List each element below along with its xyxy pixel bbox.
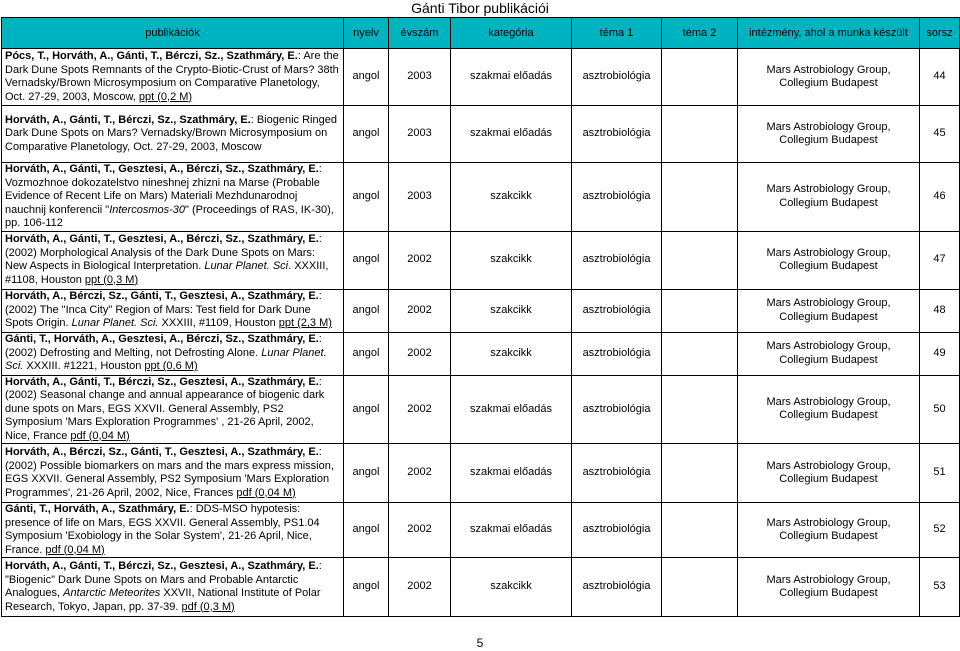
year-cell: 2002: [389, 289, 451, 332]
publication-cell: [2, 332, 344, 375]
category-cell: szakcikk: [451, 163, 572, 232]
institution-cell: Mars Astrobiology Group, Collegium Budapest: [738, 444, 920, 503]
table-row: [2, 503, 960, 558]
citation-text: : (2002) The "Inca City" Region of Mars: Test field for Dark Dune Spots Origin.: [5, 290, 322, 330]
table-header-row: [2, 18, 960, 49]
col-header-topic-2: téma 2: [662, 18, 738, 49]
language-cell: angol: [344, 106, 389, 163]
topic-1-cell: asztrobiológia: [572, 444, 662, 503]
institution-cell: Mars Astrobiology Group, Collegium Budapest: [738, 106, 920, 163]
table-row: [2, 289, 960, 332]
col-header-serial-number: sorsz: [920, 18, 960, 49]
serial-number-cell: 44: [920, 49, 960, 106]
citation-text: : (2002) Morphological Analysis of the Dark Dune Spots on Mars: New Aspects in Biological Interpretation.: [5, 233, 322, 272]
institution-cell: Mars Astrobiology Group, Collegium Budapest: [738, 375, 920, 444]
authors: Pócs, T., Horváth, A., Gánti, T., Bérczi, Sz., Szathmáry, E.: [5, 50, 298, 62]
category-cell: szakcikk: [451, 332, 572, 375]
topic-1-cell: asztrobiológia: [572, 558, 662, 617]
topic-2-cell: [662, 289, 738, 332]
institution-cell: Mars Astrobiology Group, Collegium Budapest: [738, 332, 920, 375]
topic-2-cell: [662, 106, 738, 163]
citation-text: : DDS-MSO hypotesis: presence of life on Mars, EGS XXVII. General Assembly, PS1.04 Symposium 'Exobiology in the Solar System', 21-26 April, Nice, France.: [5, 503, 320, 556]
topic-2-cell: [662, 444, 738, 503]
category-cell: szakcikk: [451, 231, 572, 289]
publication-cell: [2, 558, 344, 617]
file-link[interactable]: ppt (0,3 M): [84, 273, 139, 286]
category-cell: szakmai előadás: [451, 375, 572, 444]
year-cell: 2002: [389, 444, 451, 503]
serial-number-cell: 53: [920, 558, 960, 617]
table-row: [2, 444, 960, 503]
serial-number-cell: 52: [920, 503, 960, 558]
authors: Horváth, A., Bérczi, Sz., Gánti, T., Gesztesi, A., Szathmáry, E.: [5, 446, 319, 458]
serial-number-cell: 51: [920, 444, 960, 503]
category-cell: szakmai előadás: [451, 49, 572, 106]
publication-cell: [2, 375, 344, 444]
publication-cell: [2, 49, 344, 106]
institution-cell: Mars Astrobiology Group, Collegium Budapest: [738, 231, 920, 289]
table-row: [2, 231, 960, 289]
col-header-topic-1: téma 1: [572, 18, 662, 49]
serial-number-cell: 45: [920, 106, 960, 163]
authors: Horváth, A., Bérczi, Sz., Gánti, T., Gesztesi, A., Szathmáry, E.: [5, 290, 319, 303]
authors: Horváth, A., Gánti, T., Bérczi, Sz., Gesztesi, A., Szathmáry, E.: [5, 375, 319, 388]
citation-text: : (2002) Possible biomarkers on mars and the mars express mission, EGS XXVII. General Assembly, PS2 Symposium 'Mars Exploration Programmes', 21-26 April, 2002, Nice, Frances: [5, 446, 334, 499]
col-header-year: évszám: [389, 18, 451, 49]
citation-italic: Lunar Planet. Sci: [204, 260, 289, 272]
citation-text-2: " (Proceedings of RAS, IK-30), pp. 106-112: [5, 203, 334, 229]
year-cell: 2002: [389, 231, 451, 289]
institution-cell: Mars Astrobiology Group, Collegium Budapest: [738, 49, 920, 106]
authors: Gánti, T., Horváth, A., Gesztesi, A., Bérczi, Sz., Szathmáry, E.: [5, 333, 319, 346]
topic-1-cell: asztrobiológia: [572, 163, 662, 232]
language-cell: angol: [344, 231, 389, 289]
authors: Gánti, T., Horváth, A., Szathmáry, E.: [5, 503, 190, 515]
topic-2-cell: [662, 49, 738, 106]
authors: Horváth, A., Gánti, T., Gesztesi, A., Bérczi, Sz., Szathmáry, E.: [5, 163, 319, 175]
citation-italic: Intercosmos-30: [109, 203, 186, 216]
table-row: [2, 163, 960, 232]
year-cell: 2003: [389, 163, 451, 232]
language-cell: angol: [344, 289, 389, 332]
publication-cell: [2, 106, 344, 163]
col-header-category: kategória: [451, 18, 572, 49]
col-header-language: nyelv: [344, 18, 389, 49]
citation-text: : Biogenic Ringed Dark Dune Spots on Mars? Vernadsky/Brown Microsymposium on Comparative Planetology, Oct. 27-29, 2003, Moscow: [5, 113, 337, 153]
year-cell: 2002: [389, 558, 451, 617]
serial-number-cell: 47: [920, 231, 960, 289]
year-cell: 2003: [389, 49, 451, 106]
citation-text: : "Biogenic" Dark Dune Spots on Mars and Probable Antarctic Analogues,: [5, 560, 322, 599]
topic-1-cell: asztrobiológia: [572, 503, 662, 558]
topic-1-cell: asztrobiológia: [572, 375, 662, 444]
publications-table: [1, 17, 960, 617]
publication-cell: [2, 231, 344, 289]
language-cell: angol: [344, 558, 389, 617]
publication-cell: [2, 444, 344, 503]
citation-italic: Antarctic Meteorites: [63, 587, 161, 599]
topic-2-cell: [662, 231, 738, 289]
serial-number-cell: 46: [920, 163, 960, 232]
authors: Horváth, A., Gánti, T., Bérczi, Sz., Gesztesi, A., Szathmáry, E.: [5, 560, 319, 572]
language-cell: angol: [344, 49, 389, 106]
topic-2-cell: [662, 503, 738, 558]
citation-text: : Are the Dark Dune Spots Remnants of the Crypto-Biotic-Crust of Mars? 38th Vernadsky/Brown Microsymposium on Comparative Planetology, Oct. 27-29, 2003, Moscow,: [5, 50, 339, 103]
language-cell: angol: [344, 503, 389, 558]
file-link[interactable]: ppt (0,2 M): [138, 90, 193, 103]
citation-text-2: XXVII, National Institute of Polar Research, Tokyo, Japan, pp. 37-39.: [5, 587, 321, 613]
topic-2-cell: [662, 558, 738, 617]
table-row: [2, 332, 960, 375]
citation-italic: Lunar Planet. Sci.: [5, 346, 327, 373]
citation-italic: Lunar Planet. Sci.: [71, 317, 159, 330]
category-cell: szakmai előadás: [451, 106, 572, 163]
language-cell: angol: [344, 332, 389, 375]
citation-text-2: XXXIII. #1221, Houston: [23, 360, 145, 373]
file-link[interactable]: pdf (0,3 M): [181, 600, 235, 613]
category-cell: szakmai előadás: [451, 503, 572, 558]
authors: Horváth, A., Gánti, T., Gesztesi, A., Bérczi, Sz., Szathmáry, E.: [5, 233, 319, 245]
serial-number-cell: 50: [920, 375, 960, 444]
topic-2-cell: [662, 163, 738, 232]
table-row: [2, 49, 960, 106]
language-cell: angol: [344, 444, 389, 503]
table-row: [2, 375, 960, 444]
category-cell: szakmai előadás: [451, 444, 572, 503]
institution-cell: Mars Astrobiology Group, Collegium Budapest: [738, 503, 920, 558]
category-cell: szakcikk: [451, 558, 572, 617]
year-cell: 2002: [389, 332, 451, 375]
year-cell: 2003: [389, 106, 451, 163]
table-row: [2, 558, 960, 617]
citation-text: : (2002) Seasonal change and annual appearance of biogenic dark dune spots on Mars, EGS XXVII. General Assembly, PS2 Symposium 'Mars Exploration Programmes' , 21-26 April, 2002, Nice, France: [5, 375, 325, 442]
topic-1-cell: asztrobiológia: [572, 289, 662, 332]
institution-cell: Mars Astrobiology Group, Collegium Budapest: [738, 558, 920, 617]
col-header-institution: intézmény, ahol a munka készült: [738, 18, 920, 49]
table-row: [2, 106, 960, 163]
col-header-publications: publikációk: [2, 18, 344, 49]
language-cell: angol: [344, 163, 389, 232]
file-link[interactable]: pdf (0,04 M): [70, 429, 130, 442]
topic-2-cell: [662, 332, 738, 375]
citation-text-2: XXXIII, #1109, Houston: [158, 317, 279, 330]
file-link[interactable]: ppt (0,6 M): [144, 360, 198, 373]
citation-text: : Vozmozhnoe dokozatelstvo nineshnej zhizni na Marse (Probable Evidence of Recent Life on Mars) Materiali Mezhdunarodnoj nauchnij konferencii ": [5, 163, 322, 216]
topic-1-cell: asztrobiológia: [572, 231, 662, 289]
publication-cell: [2, 289, 344, 332]
citation-text-2: . XXXIII, #1108, Houston: [5, 260, 329, 286]
category-cell: szakcikk: [451, 289, 572, 332]
document-title: Gánti Tibor publikációi: [411, 0, 549, 16]
citation-text: : (2002) Defrosting and Melting, not Defrosting Alone.: [5, 333, 322, 359]
page-number: 5: [476, 636, 484, 650]
topic-1-cell: asztrobiológia: [572, 332, 662, 375]
publication-cell: [2, 503, 344, 558]
year-cell: 2002: [389, 503, 451, 558]
file-link[interactable]: pdf (0,04 M): [45, 543, 105, 556]
institution-cell: Mars Astrobiology Group, Collegium Budapest: [738, 289, 920, 332]
publication-cell: [2, 163, 344, 232]
topic-1-cell: asztrobiológia: [572, 49, 662, 106]
institution-cell: Mars Astrobiology Group, Collegium Budapest: [738, 163, 920, 232]
year-cell: 2002: [389, 375, 451, 444]
topic-2-cell: [662, 375, 738, 444]
file-link[interactable]: pdf (0,04 M): [236, 486, 296, 499]
file-link[interactable]: ppt (2,3 M): [278, 317, 332, 330]
topic-1-cell: asztrobiológia: [572, 106, 662, 163]
language-cell: angol: [344, 375, 389, 444]
serial-number-cell: 49: [920, 332, 960, 375]
serial-number-cell: 48: [920, 289, 960, 332]
authors: Horváth, A., Gánti, T., Bérczi, Sz., Szathmáry, E.: [5, 113, 251, 126]
